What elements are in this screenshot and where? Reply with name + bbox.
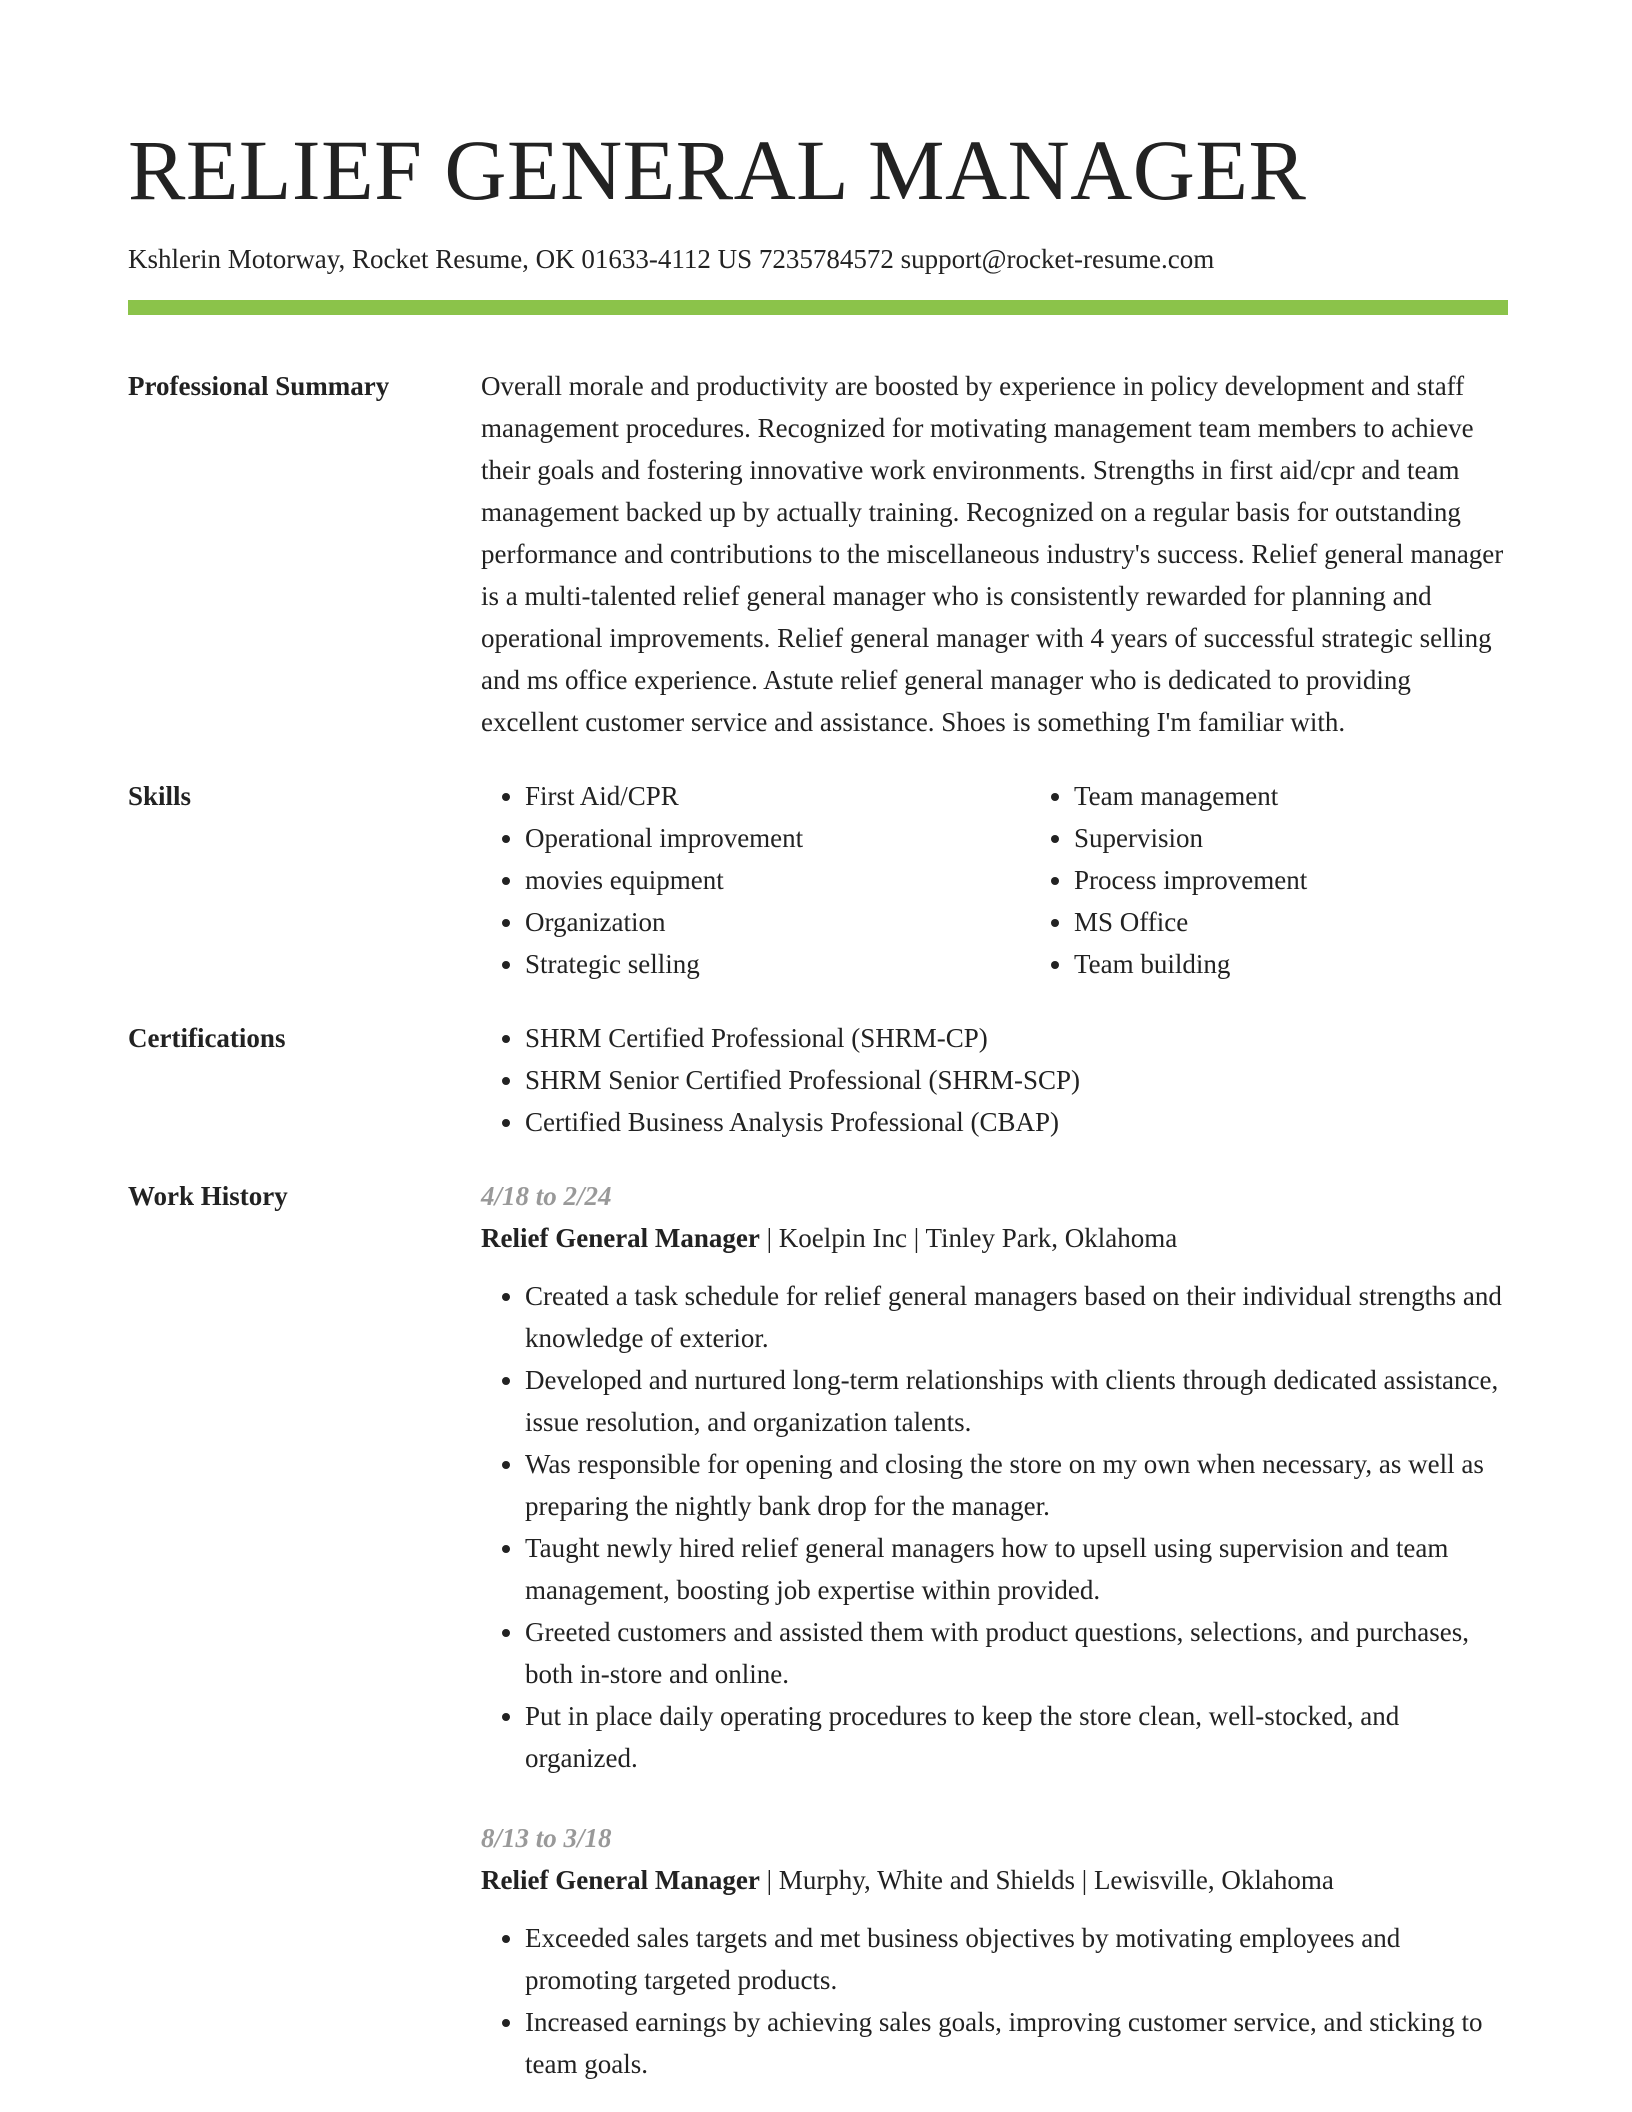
job-bullet: • Put in place daily operating procedures to keep the store clean, well-stocked, and organized.	[525, 1695, 1508, 1779]
job-dates: 4/18 to 2/24	[481, 1181, 612, 1211]
section-label-work-history: Work History	[128, 1181, 288, 1211]
job-bullet: • Was responsible for opening and closing the store on my own when necessary, as well as preparing the nightly bank drop for the manager.	[525, 1443, 1508, 1527]
certifications-list	[481, 1017, 1508, 1143]
skill-item: • Organization	[525, 901, 1030, 943]
skill-item: • Team management	[1074, 775, 1579, 817]
job-title: Relief General Manager	[481, 1865, 760, 1895]
job-employer-location: | Murphy, White and Shields | Lewisville, Oklahoma	[759, 1865, 1334, 1895]
job-employer-location: | Koelpin Inc | Tinley Park, Oklahoma	[759, 1223, 1178, 1253]
skill-item: • movies equipment	[525, 859, 1030, 901]
skills-column-left	[481, 775, 1030, 985]
job-entry	[481, 1175, 1508, 1779]
summary-body	[481, 365, 1508, 743]
section-label-summary: Professional Summary	[128, 371, 390, 401]
job-bullet: • Exceeded sales targets and met business objectives by motivating employees and promoting targeted products.	[525, 1917, 1508, 2001]
skill-item: • Supervision	[1074, 817, 1579, 859]
section-label-skills: Skills	[128, 781, 192, 811]
skills-grid	[481, 775, 1579, 985]
summary-section	[128, 365, 1508, 743]
skills-section	[128, 775, 1508, 985]
skill-item: • Process improvement	[1074, 859, 1579, 901]
certifications-section	[128, 1017, 1508, 1143]
contact-line: Kshlerin Motorway, Rocket Resume, OK 01633-4112 US 7235784572 support@rocket-resume.com	[128, 244, 1215, 274]
certification-item: • Certified Business Analysis Professional (CBAP)	[525, 1101, 1508, 1143]
job-heading	[481, 1859, 1508, 1901]
job-entry	[481, 1817, 1508, 2085]
job-bullet: • Developed and nurtured long-term relationships with clients through dedicated assistance, issue resolution, and organization talents.	[525, 1359, 1508, 1443]
accent-divider	[128, 300, 1508, 315]
skill-item: • Operational improvement	[525, 817, 1030, 859]
job-bullet: • Increased earnings by achieving sales goals, improving customer service, and sticking to team goals.	[525, 2001, 1508, 2085]
job-bullet: • Taught newly hired relief general managers how to upsell using supervision and team management, boosting job expertise within provided.	[525, 1527, 1508, 1611]
job-heading	[481, 1217, 1508, 1259]
summary-text: Overall morale and productivity are boosted by experience in policy development and staff management procedures. Recognized for motivating management team members to achieve their goals and fostering innovative work environments. Strengths in first aid/cpr and team management backed up by actually training. Recognized on a regular basis for outstanding performance and contributions to the miscellaneous industry's success. Relief general manager is a multi-talented relief general manager who is consistently rewarded for planning and operational improvements. Relief general manager with 4 years of successful strategic selling and ms office experience. Astute relief general manager who is dedicated to providing excellent customer service and assistance. Shoes is something I'm familiar with.	[481, 371, 1504, 737]
resume-page	[128, 120, 1508, 2085]
certification-item: • SHRM Senior Certified Professional (SHRM-SCP)	[525, 1059, 1508, 1101]
certification-item: • SHRM Certified Professional (SHRM-CP)	[525, 1017, 1508, 1059]
job-bullet-list	[481, 1275, 1508, 1779]
job-bullet: • Greeted customers and assisted them with product questions, selections, and purchases, both in-store and online.	[525, 1611, 1508, 1695]
work-history-body	[481, 1175, 1508, 2085]
job-bullet-list	[481, 1917, 1508, 2085]
work-history-section	[128, 1175, 1508, 2085]
skill-item: • First Aid/CPR	[525, 775, 1030, 817]
job-bullet: • Created a task schedule for relief general managers based on their individual strengths and knowledge of exterior.	[525, 1275, 1508, 1359]
skill-item: • MS Office	[1074, 901, 1579, 943]
certifications-body	[481, 1017, 1508, 1143]
skill-item: • Team building	[1074, 943, 1579, 985]
resume-title: RELIEF GENERAL MANAGER	[128, 122, 1307, 218]
skill-item: • Strategic selling	[525, 943, 1030, 985]
skills-column-right	[1030, 775, 1579, 985]
section-label-certifications: Certifications	[128, 1023, 286, 1053]
job-dates: 8/13 to 3/18	[481, 1823, 612, 1853]
job-title: Relief General Manager	[481, 1223, 760, 1253]
